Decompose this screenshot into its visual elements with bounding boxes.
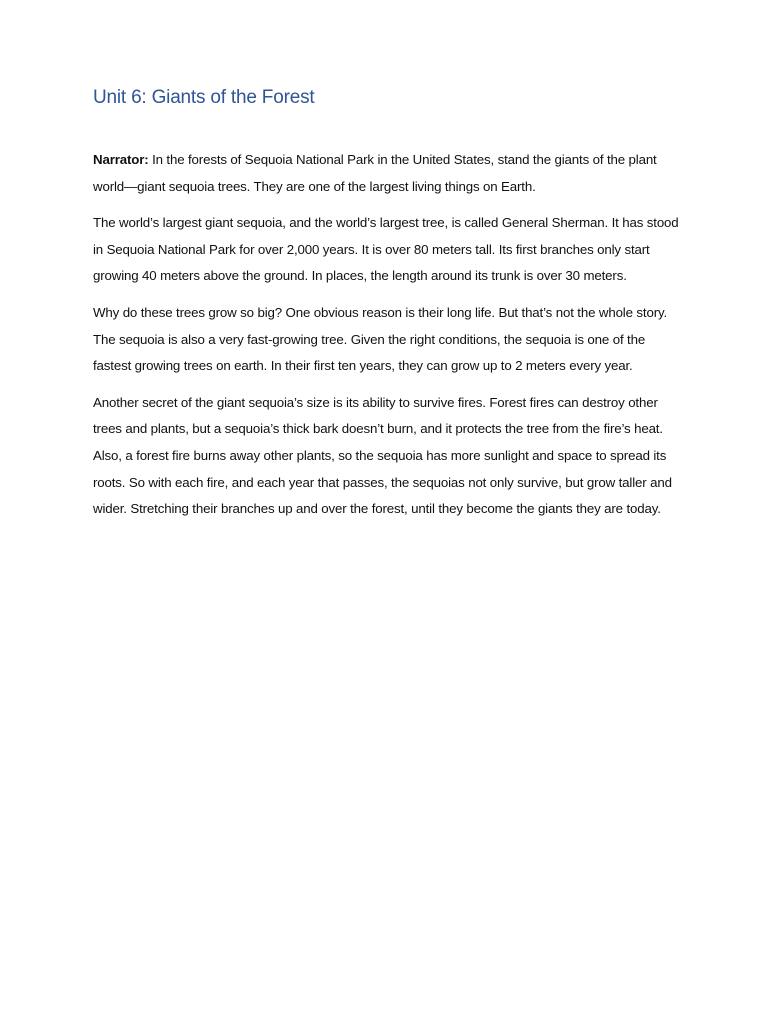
- paragraph-intro: [93, 147, 683, 200]
- speaker-label: Narrator:: [93, 152, 149, 167]
- paragraph-text: In the forests of Sequoia National Park in the United States, stand the giants of the plant world—giant sequoia trees. They are one of the largest living things on Earth.: [93, 152, 657, 194]
- paragraph-general-sherman: The world’s largest giant sequoia, and the world’s largest tree, is called General Sherman. It has stood in Sequoia National Park for over 2,000 years. It is over 80 meters tall. Its first branches only start growing 40 meters above the ground. In places, the length around its trunk is over 30 meters.: [93, 215, 679, 284]
- paragraph-fires: Another secret of the giant sequoia’s size is its ability to survive fires. Forest fires can destroy other trees and plants, but a sequoia’s thick bark doesn’t burn, and it protects the tree from the fire’s heat. Also, a forest fire burns away other plants, so the sequoia has more sunlight and space to spread its roots. So with each fire, and each year that passes, the sequoias not only survive, but grow taller and wider. Stretching their branches up and over the forest, until they become the giants they are today.: [93, 394, 672, 517]
- document-body: [93, 147, 683, 533]
- paragraph-growth: Why do these trees grow so big? One obvious reason is their long life. But that’s not the whole story. The sequoia is also a very fast-growing tree. Given the right conditions, the sequoia is one of the fastest growing trees on earth. In their first ten years, they can grow up to 2 meters every year.: [93, 304, 668, 374]
- page-title: Unit 6: Giants of the Forest: [93, 87, 315, 108]
